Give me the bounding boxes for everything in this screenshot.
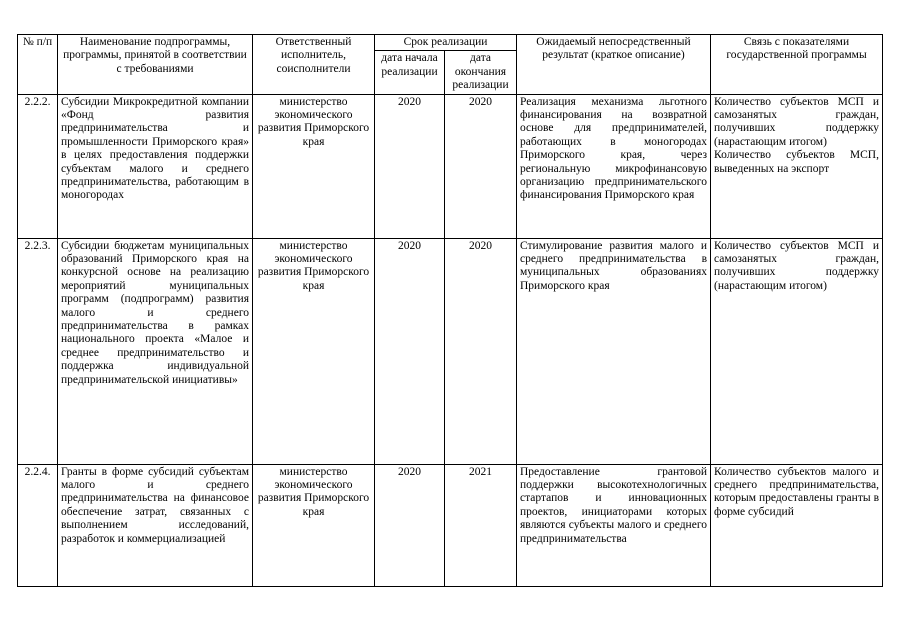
row-executor: министерство экономического развития Приморского края — [253, 464, 375, 586]
row-executor: министерство экономического развития Приморского края — [253, 94, 375, 238]
header-result: Ожидаемый непосредственный результат (краткое описание) — [517, 35, 711, 95]
row-start: 2020 — [375, 464, 445, 586]
row-link — [711, 464, 883, 586]
table-row — [18, 464, 883, 586]
row-name: Субсидии Микрокредитной компании «Фонд развития предпринимательства и промышленности Приморского края» в целях предоставления поддержки субъектам малого и среднего предпринимательства, работающим в моногородах — [58, 94, 253, 238]
row-result: Предоставление грантовой поддержки высокотехнологичных стартапов и инновационных проектов, инициаторами которых являются субъекты малого и среднего предпринимательства — [517, 464, 711, 586]
row-link — [711, 238, 883, 464]
document-page — [17, 34, 883, 587]
row-executor: министерство экономического развития Приморского края — [253, 238, 375, 464]
table-row — [18, 94, 883, 238]
row-start: 2020 — [375, 94, 445, 238]
header-link: Связь с показателями государственной программы — [711, 35, 883, 95]
row-result: Реализация механизма льготного финансирования на возвратной основе для предпринимателей, работающих в моногородах Приморского края, через региональную микрофинансовую организацию предпринимательского финансирования Приморского края — [517, 94, 711, 238]
row-end: 2020 — [445, 238, 517, 464]
header-executor: Ответственный исполнитель, соисполнители — [253, 35, 375, 95]
row-num: 2.2.3. — [18, 238, 58, 464]
header-period: Срок реализации — [375, 35, 517, 51]
row-num: 2.2.2. — [18, 94, 58, 238]
program-measures-table — [17, 34, 883, 587]
row-start: 2020 — [375, 238, 445, 464]
header-start: дата начала реализации — [375, 51, 445, 94]
row-link-item: Количество субъектов малого и среднего предпринимательства, которым предоставлены гранты в форме субсидий — [714, 465, 879, 518]
table-row — [18, 238, 883, 464]
row-num: 2.2.4. — [18, 464, 58, 586]
header-end: дата окончания реализации — [445, 51, 517, 94]
row-end: 2021 — [445, 464, 517, 586]
row-link-item: Количество субъектов МСП и самозанятых граждан, получивших поддержку (нарастающим итогом) — [714, 239, 879, 292]
row-name: Гранты в форме субсидий субъектам малого и среднего предпринимательства на финансовое обеспечение затрат, связанных с выполнением исследований, разработок и коммерциализацией — [58, 464, 253, 586]
row-result: Стимулирование развития малого и среднего предпринимательства в муниципальных образованиях Приморского края — [517, 238, 711, 464]
header-num: № п/п — [18, 35, 58, 95]
row-link-item: Количество субъектов МСП и самозанятых граждан, получивших поддержку (нарастающим итогом) — [714, 95, 879, 148]
row-name: Субсидии бюджетам муниципальных образований Приморского края на конкурсной основе на реализацию мероприятий муниципальных программ (подпрограмм) развития малого и среднего предпринимательства в рамках национального проекта «Малое и среднее предпринимательство и поддержка индивидуальной предпринимательской инициативы» — [58, 238, 253, 464]
header-name: Наименование подпрограммы, программы, принятой в соответствии с требованиями — [58, 35, 253, 95]
row-link-item: Количество субъектов МСП, выведенных на экспорт — [714, 149, 879, 175]
row-end: 2020 — [445, 94, 517, 238]
row-link — [711, 94, 883, 238]
